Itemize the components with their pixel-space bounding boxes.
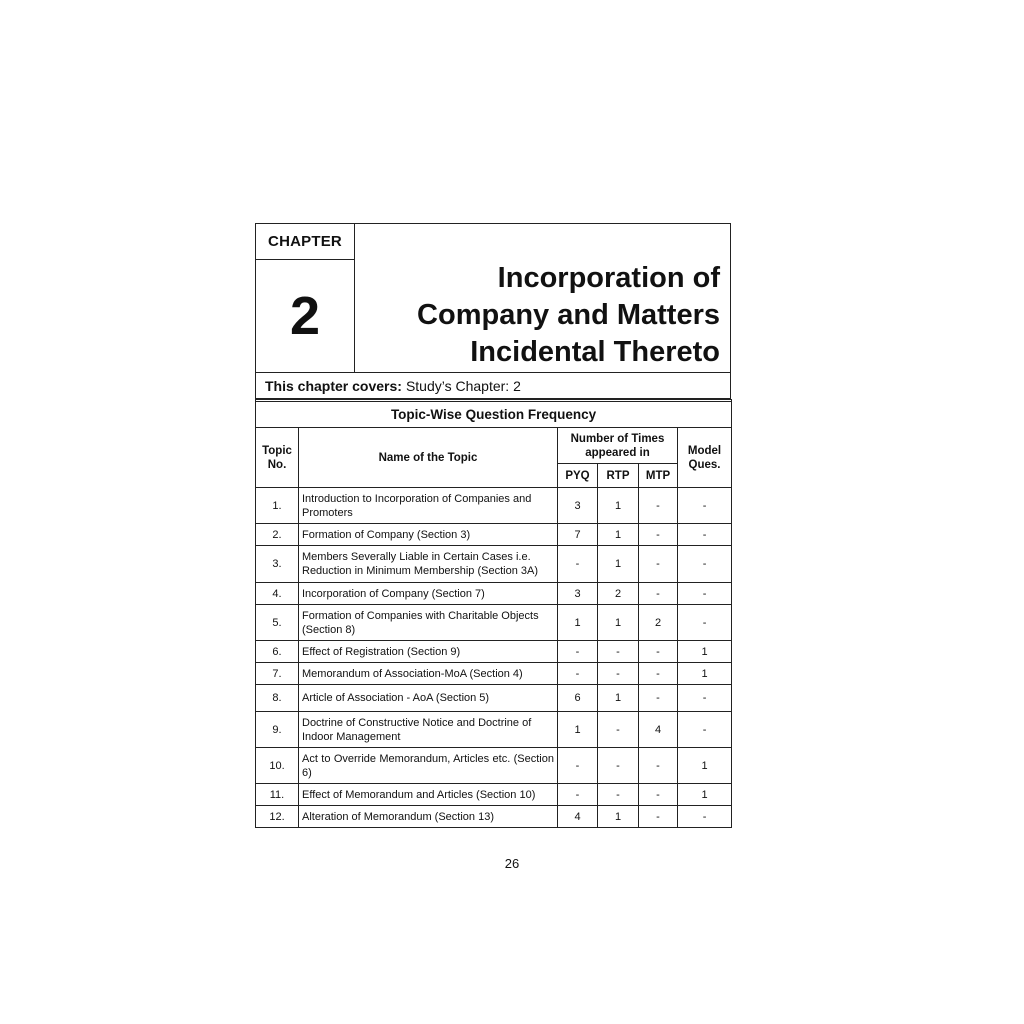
table-row [256,784,732,806]
topic-number-cell: 5. [256,605,299,641]
topic-number-cell: 6. [256,641,299,663]
mtp-count-cell: - [639,546,678,583]
mtp-count-cell: - [639,641,678,663]
topic-name-cell: Formation of Company (Section 3) [299,524,558,546]
page-number: 26 [504,856,520,871]
chapter-title [380,260,720,371]
rtp-count-cell: 1 [598,605,639,641]
model-question-cell: - [678,806,732,828]
rtp-count-cell: 1 [598,488,639,524]
table-body [256,488,732,828]
chapter-covers [255,373,731,399]
rtp-count-cell: 1 [598,685,639,712]
mtp-count-cell: - [639,784,678,806]
pyq-count-cell: 1 [558,605,598,641]
table-row [256,524,732,546]
mtp-count-cell: - [639,524,678,546]
model-question-cell: 1 [678,641,732,663]
chapter-box [256,224,355,372]
chapter-title-line: Company and Matters [417,299,720,331]
chapter-title-line: Incidental Thereto [470,336,720,368]
mtp-count-cell: - [639,806,678,828]
table-row [256,583,732,605]
chapter-header [255,223,731,373]
table-row [256,806,732,828]
chapter-page [255,223,731,828]
header-topic-no: Topic No. [256,428,299,488]
mtp-count-cell: - [639,583,678,605]
pyq-count-cell: - [558,546,598,583]
pyq-count-cell: 3 [558,488,598,524]
pyq-count-cell: 4 [558,806,598,828]
table-row [256,546,732,583]
header-times-appeared: Number of Times appeared in [558,428,678,464]
header-rtp: RTP [598,464,639,488]
table-row [256,641,732,663]
pyq-count-cell: 7 [558,524,598,546]
pyq-count-cell: - [558,663,598,685]
rtp-count-cell: - [598,641,639,663]
table-row [256,663,732,685]
header-topic-name: Name of the Topic [299,428,558,488]
table-caption: Topic-Wise Question Frequency [256,402,732,428]
topic-number-cell: 4. [256,583,299,605]
rtp-count-cell: - [598,712,639,748]
covers-label: This chapter covers: [265,377,402,394]
table-row [256,685,732,712]
rtp-count-cell: 1 [598,806,639,828]
model-question-cell: - [678,524,732,546]
model-question-cell: - [678,488,732,524]
topic-number-cell: 2. [256,524,299,546]
mtp-count-cell: - [639,663,678,685]
topic-name-cell: Incorporation of Company (Section 7) [299,583,558,605]
header-model-questions: Model Ques. [678,428,732,488]
model-question-cell: - [678,685,732,712]
chapter-number: 2 [289,286,321,346]
topic-name-cell: Effect of Registration (Section 9) [299,641,558,663]
pyq-count-cell: - [558,784,598,806]
topic-number-cell: 12. [256,806,299,828]
topic-name-cell: Effect of Memorandum and Articles (Section 10) [299,784,558,806]
mtp-count-cell: 2 [639,605,678,641]
chapter-label: CHAPTER [256,224,354,260]
mtp-count-cell: - [639,748,678,784]
model-question-cell: - [678,605,732,641]
topic-number-cell: 8. [256,685,299,712]
pyq-count-cell: 3 [558,583,598,605]
topic-number-cell: 7. [256,663,299,685]
pyq-count-cell: 1 [558,712,598,748]
rtp-count-cell: - [598,663,639,685]
topic-name-cell: Formation of Companies with Charitable Objects (Section 8) [299,605,558,641]
pyq-count-cell: 6 [558,685,598,712]
topic-name-cell: Memorandum of Association-MoA (Section 4) [299,663,558,685]
model-question-cell: - [678,583,732,605]
topic-name-cell: Act to Override Memorandum, Articles etc. (Section 6) [299,748,558,784]
topic-number-cell: 11. [256,784,299,806]
pyq-count-cell: - [558,641,598,663]
topic-name-cell: Introduction to Incorporation of Companies and Promoters [299,488,558,524]
table-row [256,605,732,641]
covers-value: Study’s Chapter: 2 [405,377,521,394]
topic-name-cell: Members Severally Liable in Certain Cases i.e. Reduction in Minimum Membership (Section 3A) [299,546,558,583]
header-mtp: MTP [639,464,678,488]
model-question-cell: - [678,546,732,583]
model-question-cell: 1 [678,748,732,784]
topic-number-cell: 1. [256,488,299,524]
table-row [256,712,732,748]
mtp-count-cell: - [639,685,678,712]
question-frequency-table [255,399,732,828]
model-question-cell: - [678,712,732,748]
chapter-title-line: Incorporation of [497,262,720,294]
rtp-count-cell: 1 [598,524,639,546]
topic-name-cell: Article of Association - AoA (Section 5) [299,685,558,712]
rtp-count-cell: 1 [598,546,639,583]
rtp-count-cell: 2 [598,583,639,605]
rtp-count-cell: - [598,748,639,784]
table-row [256,488,732,524]
pyq-count-cell: - [558,748,598,784]
topic-number-cell: 3. [256,546,299,583]
topic-name-cell: Alteration of Memorandum (Section 13) [299,806,558,828]
model-question-cell: 1 [678,784,732,806]
topic-number-cell: 10. [256,748,299,784]
header-pyq: PYQ [558,464,598,488]
topic-name-cell: Doctrine of Constructive Notice and Doctrine of Indoor Management [299,712,558,748]
model-question-cell: 1 [678,663,732,685]
mtp-count-cell: 4 [639,712,678,748]
mtp-count-cell: - [639,488,678,524]
table-row [256,748,732,784]
rtp-count-cell: - [598,784,639,806]
topic-number-cell: 9. [256,712,299,748]
